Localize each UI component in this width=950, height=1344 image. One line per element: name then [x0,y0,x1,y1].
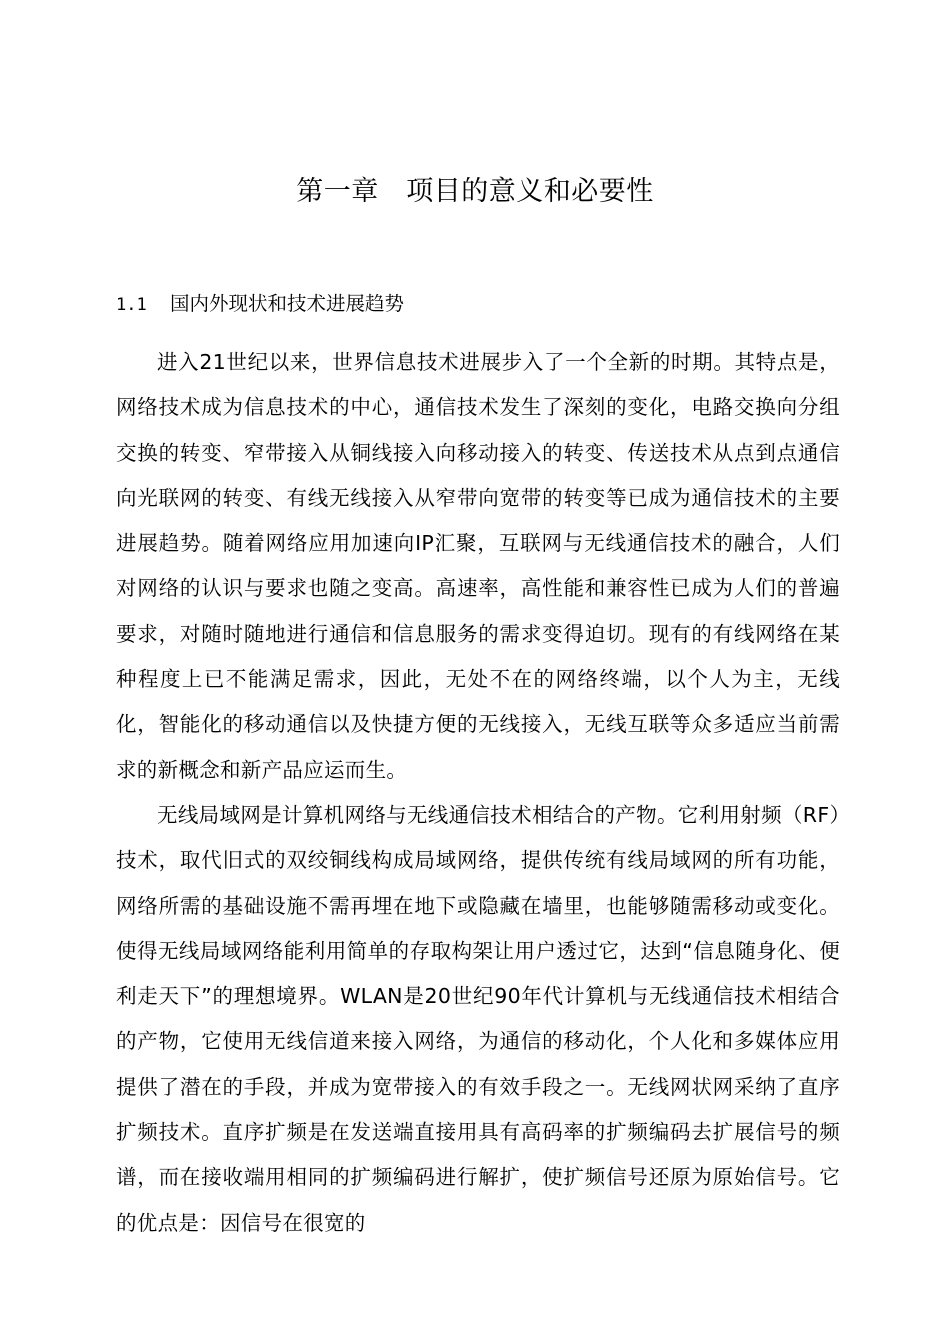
paragraph-2: 无线局域网是计算机网络与无线通信技术相结合的产物。它利用射频（RF）技术，取代旧式的双绞铜线构成局域网络，提供传统有线局域网的所有功能，网络所需的基础设施不需再埋在地下或隐藏在墙里，也能够随需移动或变化。使得无线局域网络能利用简单的存取构架让用户透过它，达到“信息随身化、便利走天下”的理想境界。WLAN是20世纪90年代计算机与无线通信技术相结合的产物，它使用无线信道来接入网络，为通信的移动化，个人化和多媒体应用提供了潜在的手段，并成为宽带接入的有效手段之一。无线网状网采纳了直序扩频技术。直序扩频是在发送端直接用具有高码率的扩频编码去扩展信号的频谱，而在接收端用相同的扩频编码进行解扩，使扩频信号还原为原始信号。它的优点是：因信号在很宽的 [116,802,840,1235]
paragraph-1: 进入21世纪以来，世界信息技术进展步入了一个全新的时期。其特点是，网络技术成为信息技术的中心，通信技术发生了深刻的变化，电路交换向分组交换的转变、窄带接入从铜线接入向移动接入的转变、传送技术从点到点通信向光联网的转变、有线无线接入从窄带向宽带的转变等已成为通信技术的主要进展趋势。随着网络应用加速向IP汇聚，互联网与无线通信技术的融合，人们对网络的认识与要求也随之变高。高速率，高性能和兼容性已成为人们的普遍要求，对随时随地进行通信和信息服务的需求变得迫切。现有的有线网络在某种程度上已不能满足需求，因此，无处不在的网络终端，以个人为主，无线化，智能化的移动通信以及快捷方便的无线接入，无线互联等众多适应当前需求的新概念和新产品应运而生。 [116,350,840,782]
section-heading [116,288,836,321]
section-number: 1.1 [116,295,147,315]
body-text [116,340,840,1246]
section-title: 国内外现状和技术进展趋势 [170,292,405,315]
chapter-title: 第一章 项目的意义和必要性 [296,176,654,207]
